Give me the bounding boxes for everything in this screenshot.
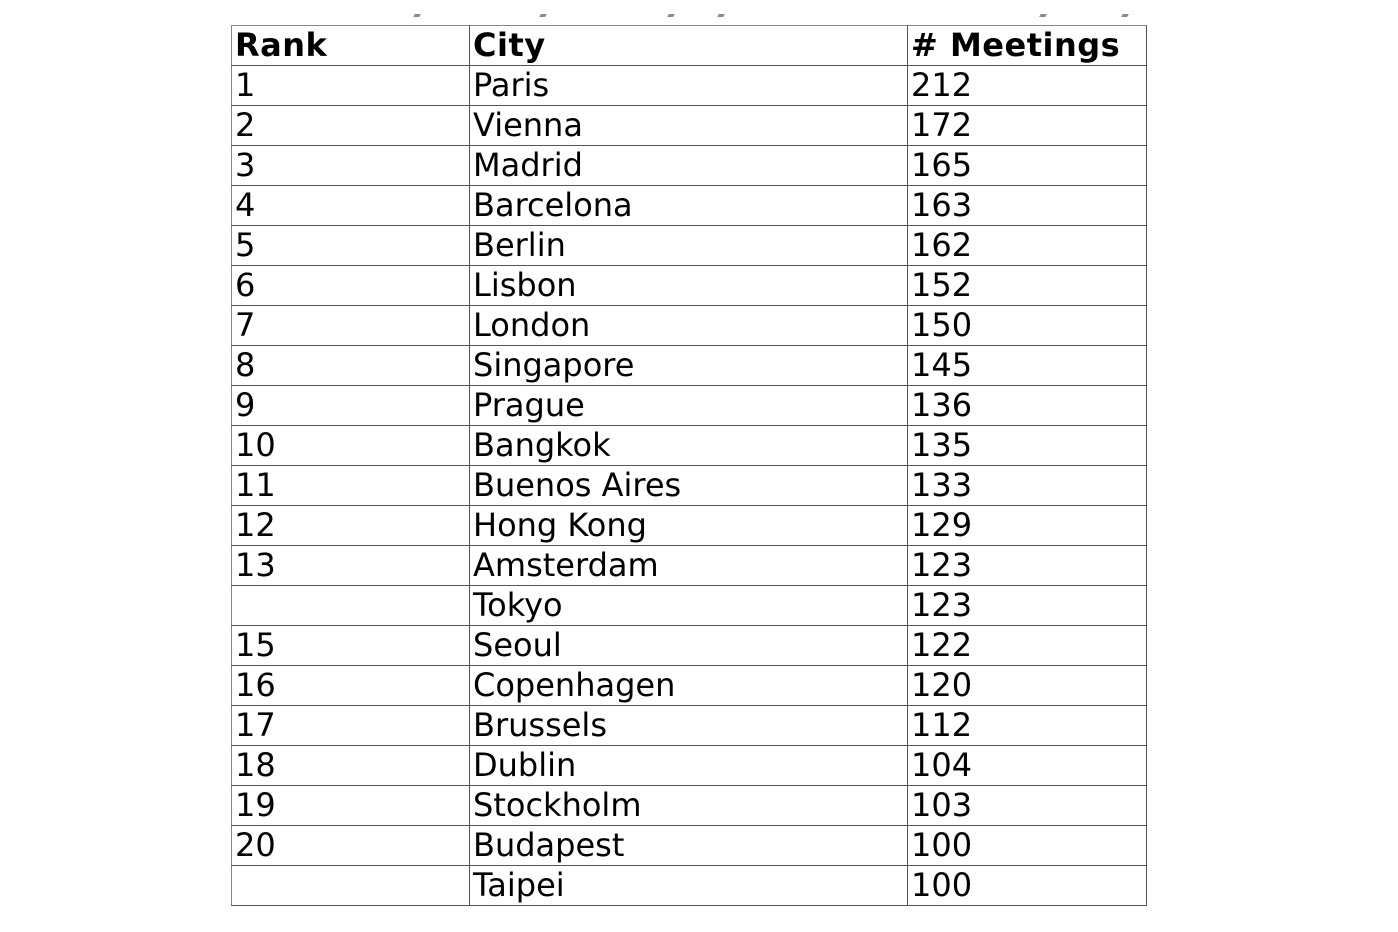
rank-cell: 9 — [232, 386, 470, 426]
table-row — [232, 826, 1147, 866]
table-row — [232, 106, 1147, 146]
table-row — [232, 706, 1147, 746]
meetings-cell: 120 — [908, 666, 1147, 706]
rank-cell: 12 — [232, 506, 470, 546]
meetings-cell: 123 — [908, 586, 1147, 626]
city-cell: Budapest — [470, 826, 908, 866]
table-row — [232, 866, 1147, 906]
rank-cell: 11 — [232, 466, 470, 506]
meetings-column-header: # Meetings — [908, 26, 1147, 66]
city-cell: Hong Kong — [470, 506, 908, 546]
city-cell: Copenhagen — [470, 666, 908, 706]
rank-cell: 2 — [232, 106, 470, 146]
table-row — [232, 586, 1147, 626]
table-row — [232, 506, 1147, 546]
city-column-header: City — [470, 26, 908, 66]
rank-cell: 20 — [232, 826, 470, 866]
rank-cell: 3 — [232, 146, 470, 186]
meetings-cell: 103 — [908, 786, 1147, 826]
table-row — [232, 386, 1147, 426]
meetings-cell: 172 — [908, 106, 1147, 146]
rank-cell: 10 — [232, 426, 470, 466]
table-row — [232, 266, 1147, 306]
table-row — [232, 346, 1147, 386]
table-row — [232, 226, 1147, 266]
table-row — [232, 786, 1147, 826]
table-header-row — [232, 26, 1147, 66]
city-cell: Tokyo — [470, 586, 908, 626]
table-body — [232, 66, 1147, 906]
cropped-top-text-remnants — [400, 14, 1140, 24]
rank-cell: 6 — [232, 266, 470, 306]
meetings-cell: 136 — [908, 386, 1147, 426]
city-cell: Paris — [470, 66, 908, 106]
table-row — [232, 746, 1147, 786]
city-cell: Buenos Aires — [470, 466, 908, 506]
meetings-cell: 165 — [908, 146, 1147, 186]
meetings-cell: 133 — [908, 466, 1147, 506]
rank-cell: 17 — [232, 706, 470, 746]
meetings-cell: 123 — [908, 546, 1147, 586]
rank-cell — [232, 866, 470, 906]
meetings-cell: 135 — [908, 426, 1147, 466]
city-cell: Vienna — [470, 106, 908, 146]
rank-cell: 15 — [232, 626, 470, 666]
city-cell: Taipei — [470, 866, 908, 906]
rank-cell — [232, 586, 470, 626]
rank-cell: 18 — [232, 746, 470, 786]
meetings-cell: 150 — [908, 306, 1147, 346]
table-row — [232, 546, 1147, 586]
meetings-cell: 104 — [908, 746, 1147, 786]
rank-cell: 1 — [232, 66, 470, 106]
meetings-cell: 129 — [908, 506, 1147, 546]
table-row — [232, 666, 1147, 706]
meetings-cell: 112 — [908, 706, 1147, 746]
table-row — [232, 426, 1147, 466]
rank-cell: 5 — [232, 226, 470, 266]
city-cell: Madrid — [470, 146, 908, 186]
city-cell: Amsterdam — [470, 546, 908, 586]
table-row — [232, 186, 1147, 226]
rank-cell: 7 — [232, 306, 470, 346]
city-cell: Brussels — [470, 706, 908, 746]
table-row — [232, 66, 1147, 106]
rank-cell: 4 — [232, 186, 470, 226]
city-cell: Berlin — [470, 226, 908, 266]
table-row — [232, 306, 1147, 346]
meetings-cell: 100 — [908, 866, 1147, 906]
city-meetings-ranking-table — [231, 25, 1147, 906]
rank-cell: 8 — [232, 346, 470, 386]
table-row — [232, 146, 1147, 186]
meetings-cell: 163 — [908, 186, 1147, 226]
meetings-cell: 145 — [908, 346, 1147, 386]
meetings-cell: 212 — [908, 66, 1147, 106]
city-cell: Lisbon — [470, 266, 908, 306]
rank-cell: 13 — [232, 546, 470, 586]
rank-cell: 19 — [232, 786, 470, 826]
city-cell: London — [470, 306, 908, 346]
city-cell: Singapore — [470, 346, 908, 386]
table-row — [232, 466, 1147, 506]
meetings-cell: 152 — [908, 266, 1147, 306]
meetings-cell: 122 — [908, 626, 1147, 666]
city-cell: Prague — [470, 386, 908, 426]
rank-cell: 16 — [232, 666, 470, 706]
table-row — [232, 626, 1147, 666]
rank-column-header: Rank — [232, 26, 470, 66]
meetings-cell: 162 — [908, 226, 1147, 266]
meetings-cell: 100 — [908, 826, 1147, 866]
city-cell: Stockholm — [470, 786, 908, 826]
city-cell: Bangkok — [470, 426, 908, 466]
city-cell: Barcelona — [470, 186, 908, 226]
city-cell: Seoul — [470, 626, 908, 666]
city-cell: Dublin — [470, 746, 908, 786]
